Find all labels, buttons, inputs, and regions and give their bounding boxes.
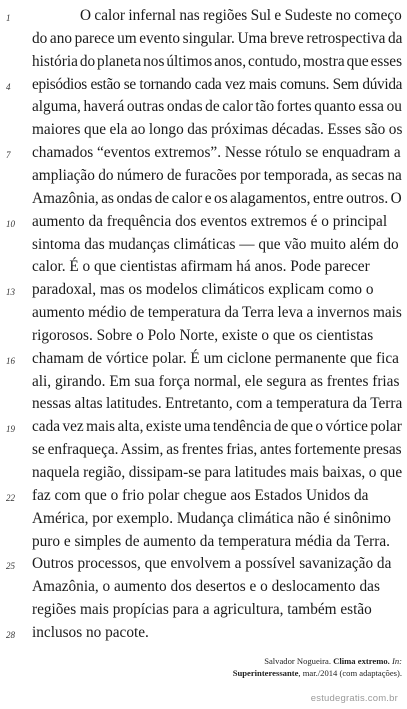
citation-line-1 (214, 655, 402, 667)
line-number: 7 (6, 150, 11, 161)
text-line: aumento médio de temperatura da Terra leva a invernos mais (32, 304, 402, 322)
text-line: Amazônia, as ondas de calor e os alagamentos, entre outros. O (32, 189, 402, 207)
citation-line-2 (214, 667, 402, 679)
text-line: do ano parece um evento singular. Uma breve retrospectiva da (32, 29, 403, 47)
text-line: paradoxal, mas os modelos climáticos explicam como o (32, 281, 374, 299)
text-line: calor. É o que cientistas afirmam há anos. Pode parecer (32, 258, 370, 276)
line-number: 4 (6, 81, 11, 92)
text-line: chamam de vórtice polar. É um ciclone permanente que fica (32, 349, 399, 367)
line-number: 16 (6, 355, 15, 366)
line-number: 28 (6, 629, 15, 640)
line-number: 25 (6, 561, 15, 572)
text-line: sintoma das mudanças climáticas — que vão muito além do (32, 235, 399, 253)
text-line: alguma, haverá outras ondas de calor tão fortes quanto essa ou (32, 98, 402, 116)
citation-rest: , mar./2014 (com adaptações). (298, 668, 402, 678)
watermark: estudegratis.com.br (310, 693, 398, 704)
text-line: puro e simples de aumento da temperatura média da Terra. (32, 532, 390, 550)
text-line: naquela região, dissipam-se para latitudes mais baixas, o que (32, 464, 403, 481)
text-line: episódios estão se tornando cada vez mais comuns. Sem dúvida (32, 75, 403, 93)
text-line: regiões mais propícias para a agricultura, também estão (32, 601, 372, 619)
line-number: 19 (6, 424, 15, 435)
line-number: 22 (6, 492, 15, 503)
text-line: Amazônia, o aumento dos desertos e o deslocamento das (32, 578, 380, 596)
text-line: se enfraqueça. Assim, as frentes frias, antes fortemente presas (32, 441, 402, 459)
text-line: inclusos no pacote. (32, 623, 149, 641)
citation-source: Superinteressante (232, 668, 299, 678)
text-line: ampliação do número de furacões por temporada, as secas na (32, 166, 402, 184)
text-line: Outros processos, que envolvem a possível savanização da (32, 555, 392, 573)
line-number: 1 (6, 13, 11, 23)
line-number: 10 (6, 218, 15, 229)
text-line: chamados “eventos extremos”. Nesse rótulo se enquadram a (32, 144, 401, 162)
citation-title: Clima extremo. (333, 656, 390, 666)
text-line: rigorosos. Sobre o Polo Norte, existe o que os cientistas (32, 326, 374, 344)
citation-in: In: (391, 656, 402, 666)
text-line: cada vez mais alta, existe uma tendência de que o vórtice polar (32, 418, 402, 436)
line-number: 13 (6, 287, 15, 298)
text-line: história do planeta nos últimos anos, contudo, mostra que esses (32, 52, 403, 70)
text-line: maiores que ela ao longo das próximas décadas. Esses são os (32, 121, 403, 139)
text-line: faz com que o frio polar chegue aos Estados Unidos da (32, 486, 369, 504)
citation-author: Salvador Nogueira. (264, 656, 332, 666)
text-line: O calor infernal nas regiões Sul e Sudeste no começo (80, 7, 402, 24)
citation (214, 655, 402, 679)
text-line: nessas altas latitudes. Entretanto, com a temperatura da Terra (32, 395, 403, 413)
text-line: ali, girando. Em sua força normal, ele segura as frentes frias (32, 372, 400, 390)
text-line: América, por exemplo. Mudança climática não é sinônimo (32, 509, 391, 527)
text-line: aumento da frequência dos eventos extremos é o principal (32, 212, 388, 230)
